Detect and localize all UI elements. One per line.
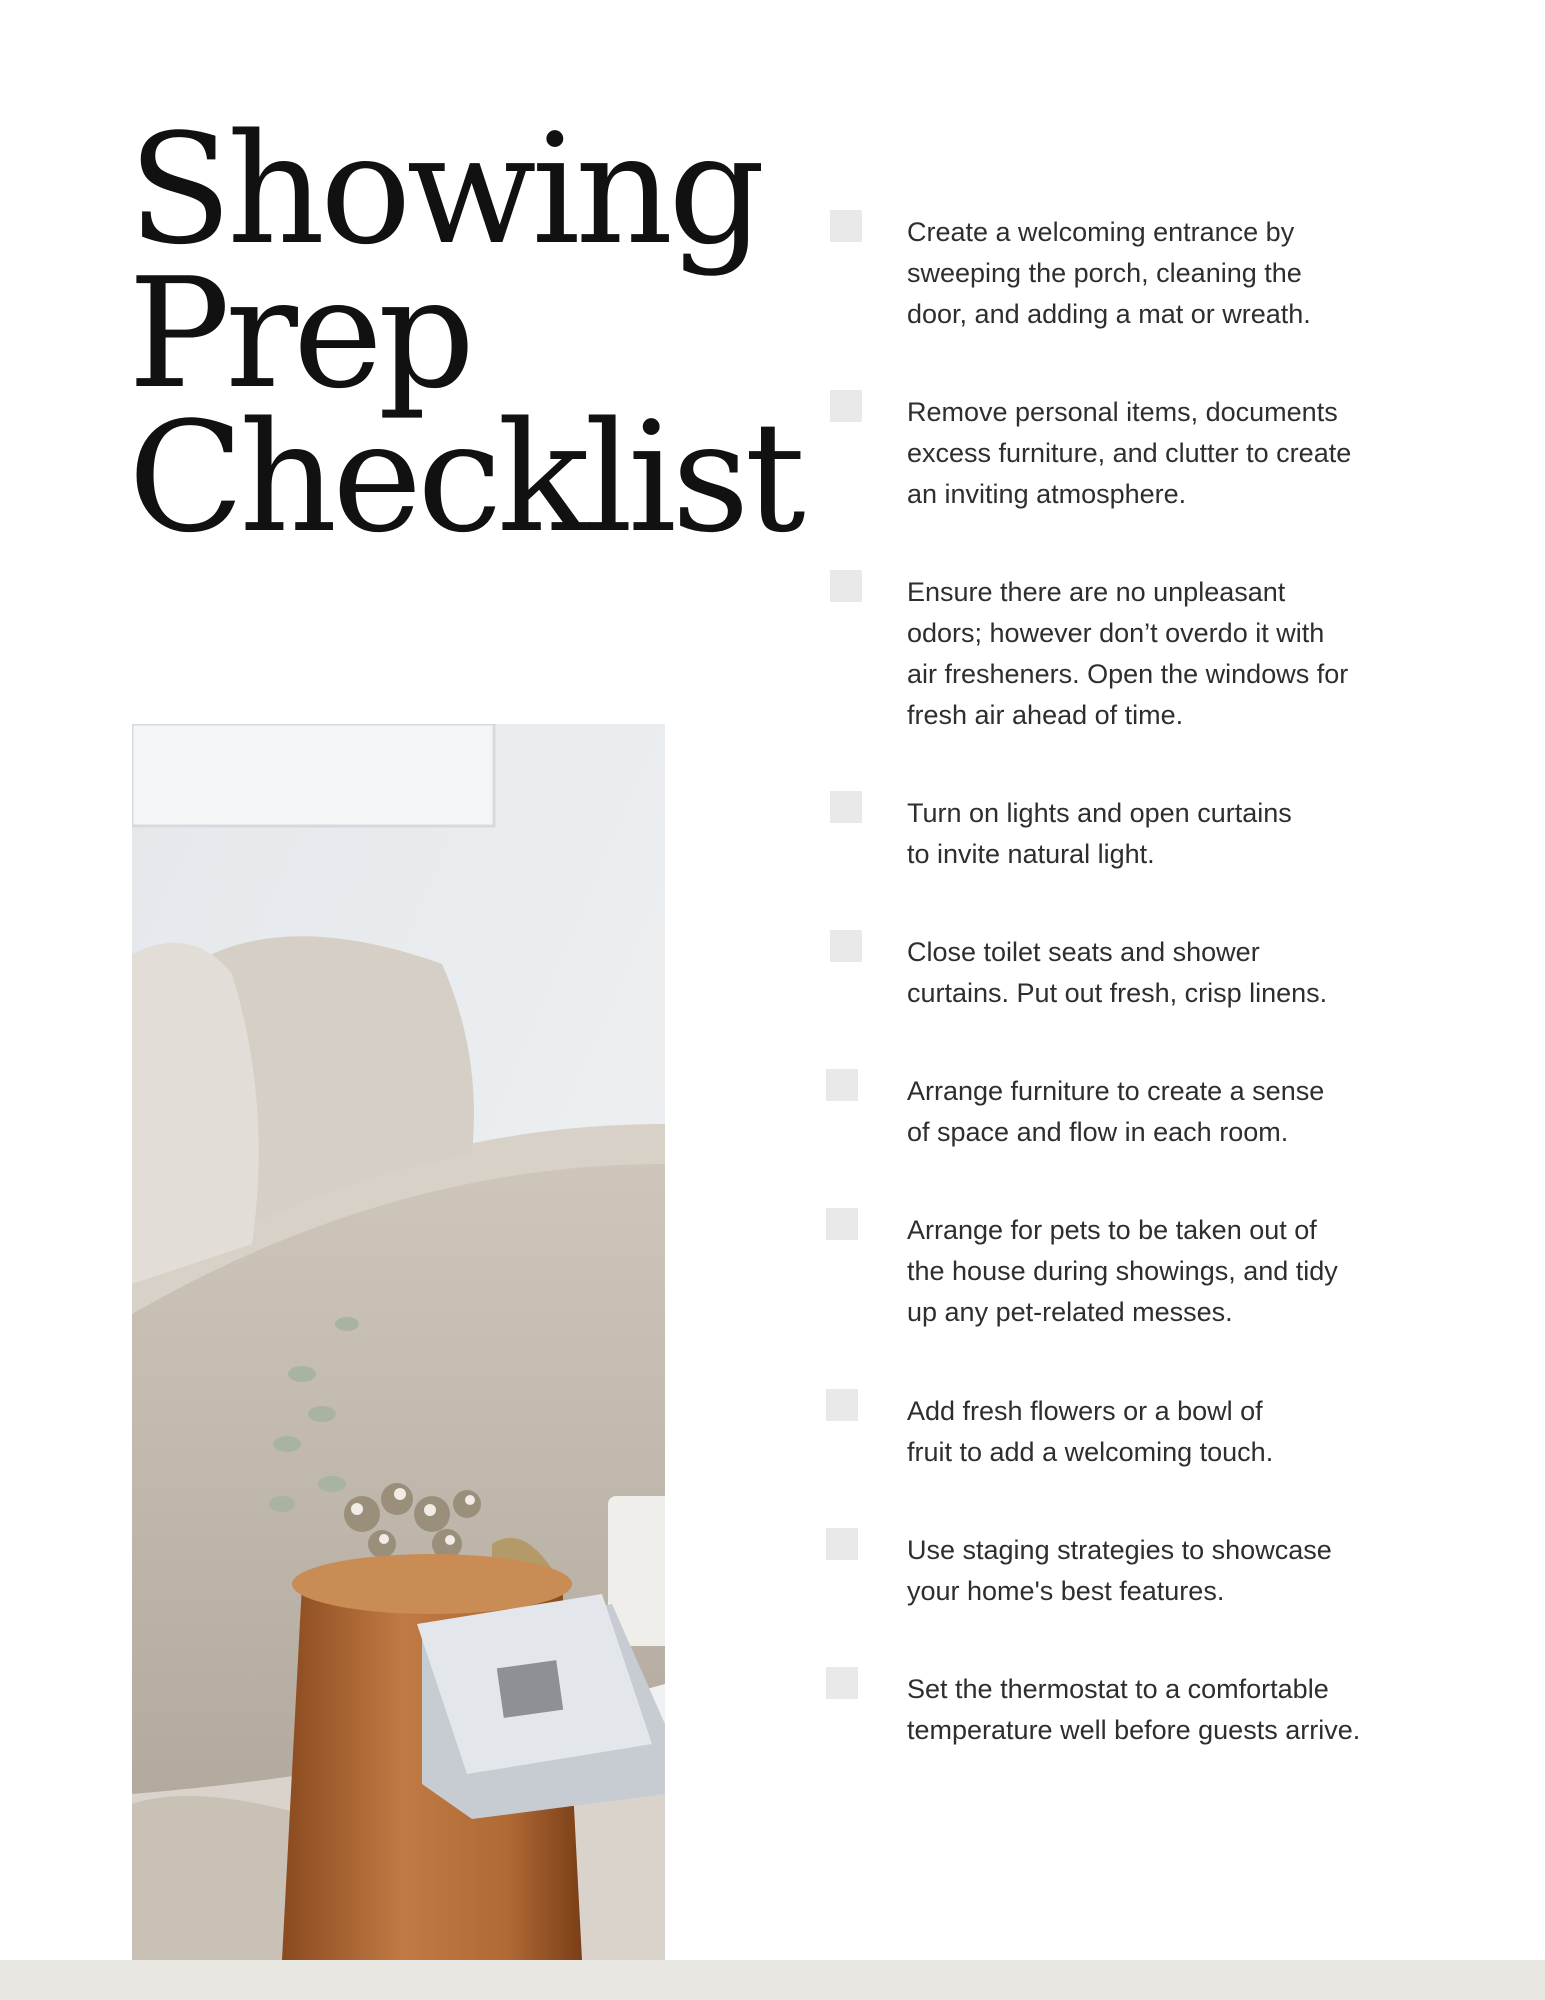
checklist-item-text: Create a welcoming entrance by sweeping the porch, cleaning the door, and adding a mat or wreath. — [907, 217, 1311, 329]
checklist-item-text: Add fresh flowers or a bowl of fruit to add a welcoming touch. — [907, 1396, 1274, 1467]
title-line-2: Prep — [128, 245, 471, 422]
title-line-1: Showing — [128, 101, 761, 278]
checklist-item-text: Remove personal items, documents excess furniture, and clutter to create an inviting atmosphere. — [907, 397, 1352, 509]
living-room-photo — [132, 724, 665, 1960]
checklist-item-text: Arrange furniture to create a sense of space and flow in each room. — [907, 1076, 1325, 1147]
checklist-item-text: Arrange for pets to be taken out of the house during showings, and tidy up any pet-related messes. — [907, 1215, 1338, 1327]
checkbox[interactable] — [826, 1208, 858, 1240]
checkbox[interactable] — [826, 1389, 858, 1421]
checkbox[interactable] — [826, 1528, 858, 1560]
checklist-item-text: Set the thermostat to a comfortable temperature well before guests arrive. — [907, 1674, 1361, 1745]
checkbox[interactable] — [830, 791, 862, 823]
page-title — [128, 101, 801, 566]
checklist-item-text: Turn on lights and open curtains to invite natural light. — [907, 798, 1292, 869]
checklist-item-text: Use staging strategies to showcase your home's best features. — [907, 1535, 1332, 1606]
photo-illustration — [132, 724, 665, 1960]
checkbox[interactable] — [830, 570, 862, 602]
footer-band — [0, 1960, 1545, 2000]
checklist-item-text: Close toilet seats and shower curtains. Put out fresh, crisp linens. — [907, 937, 1328, 1008]
checkbox[interactable] — [830, 390, 862, 422]
checkbox[interactable] — [826, 1069, 858, 1101]
checkbox[interactable] — [826, 1667, 858, 1699]
checkbox[interactable] — [830, 210, 862, 242]
checklist-item-text: Ensure there are no unpleasant odors; however don’t overdo it with air fresheners. Open the windows for fresh air ahead of time. — [907, 577, 1349, 730]
title-line-3: Checklist — [128, 389, 801, 566]
checkbox[interactable] — [830, 930, 862, 962]
